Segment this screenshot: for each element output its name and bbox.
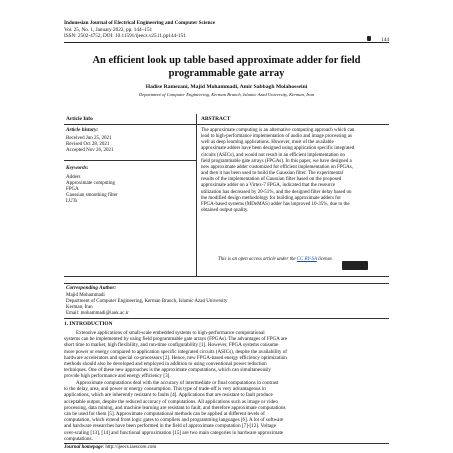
body-line: computations. <box>64 435 93 442</box>
keyword-item: FPGA <box>66 187 79 193</box>
corresponding-author-details <box>66 293 227 317</box>
body-line: more power or energy compared to application specific integrated circuits (ASICs), despite the availability of <box>64 348 287 355</box>
table-top-rule <box>64 124 389 125</box>
corresponding-location: Kerman, Iran <box>66 305 93 311</box>
keywords-heading: Keywords: <box>66 165 89 171</box>
homepage-label: Journal homepage <box>64 445 103 450</box>
license-statement: This is an open access article under the CC BY-SA license. <box>218 257 333 262</box>
license-link[interactable]: CC BY-SA <box>296 257 317 262</box>
header-divider <box>64 42 389 43</box>
keyword-item: Adders <box>66 175 81 180</box>
abstract-line: The approximate computing is an alternative computing approach which can <box>201 128 355 133</box>
corresponding-name: Majid Mohammadi <box>66 293 105 298</box>
body-line: acceptable output, despite the reduced accuracy of computations. All applications such as image or video <box>64 398 278 405</box>
issn-line: ISSN: 2502-4752, DOI: 10.11591/ijeecs.v25.i1.pp144-151 <box>64 33 186 40</box>
corresponding-bottom-rule <box>64 318 389 319</box>
author-list: Hadise Ramezani, Majid Mohammadi, Amir Sabbagh Molahosseini <box>145 84 308 90</box>
paper-title: An efficient look up table based approximate adder for field programmable gate array <box>92 55 361 79</box>
abstract-line: field programmable gate arrays (FPGAs). In this paper, we have designed a <box>201 158 352 164</box>
keywords-list <box>66 175 118 205</box>
page-number: 144 <box>381 37 389 43</box>
corresponding-top-rule <box>64 283 389 284</box>
body-line: systems can be implemented by using field programmable gate arrays (FPGAs). The advantages of FPGA are <box>64 336 288 343</box>
abstract-line: the modified design methodology for building approximate adders for <box>201 195 341 201</box>
abstract-line: lead to high-performance implementation of audio and image processing as <box>201 134 352 140</box>
article-history-list <box>66 136 114 154</box>
body-line: Extensive applications of small-scale embedded systems to high-performance computational <box>76 330 265 336</box>
body-line: provide high performance and energy efficiency [3]. <box>64 373 171 380</box>
abstract-line: circuits (ASICs), and would not result in an efficient implementation on <box>201 152 345 158</box>
section-heading-introduction: 1. INTRODUCTION <box>64 321 113 327</box>
journal-header <box>64 20 215 40</box>
abstract-line: obtained output quality. <box>201 208 249 214</box>
body-line: techniques. One of these new approaches is the approximate computations, which can simultaneously <box>64 367 272 374</box>
keyword-item: Approximate computing <box>66 181 116 187</box>
article-info-heading: Article Info <box>66 116 93 122</box>
abstract-line: new approximate adder customized for efficient implementation on FPGAs, <box>201 164 353 170</box>
open-access-lock-icon <box>367 36 371 41</box>
intro-paragraph-2 <box>64 380 389 442</box>
abstract-line: FPGA-based systems (MDeMAS) adder has improved 10-35%, due to the <box>201 201 350 207</box>
body-line: over-scaling [13], [14] and functional approximation [15] are two main categories in hardware approximate <box>64 429 284 436</box>
abstract-line: and then it has been used to build the Gaussian filter. The experimental <box>201 171 343 177</box>
body-line: processing, data mining, and machine learning are resistant to fault, and therefore approximate computations <box>64 404 286 411</box>
table-bottom-rule <box>64 276 389 277</box>
body-line: applications, which are inherently resistant to faults [4]. Applications that are resistant to fault produce <box>64 392 273 399</box>
body-line: to the delay, area, and power or energy consumption. This type of trade-off is very advantageous in <box>64 386 266 393</box>
history-received: Received Jun 25, 2021 <box>66 136 112 141</box>
corresponding-email[interactable]: Email: mohammadi@iauk.ac.ir <box>66 311 129 317</box>
body-line: hardware accelerators and special co-processors [2]. Hence, new FPGA-based energy efficiency optimization <box>64 354 287 361</box>
abstract-line: approximate adder on a Virtex-7 FPGA, indicated that the resource <box>201 183 336 189</box>
body-line: can be used for them [5]. Approximate computational methods can be applied at different levels of <box>64 411 265 418</box>
abstract-text <box>201 128 389 214</box>
abstract-line: results of the implementation of Gaussian filter based on the proposed <box>201 177 342 183</box>
body-line: Approximate computations deal with the accuracy of intermediate or final computations in contrast <box>76 380 279 386</box>
corresponding-author-heading: Corresponding Author: <box>66 285 117 291</box>
cc-by-sa-badge-icon <box>342 261 368 270</box>
keyword-item: Gaussian smoothing filter <box>66 193 118 199</box>
history-revised: Revised Oct 28, 2021 <box>66 142 110 148</box>
abstract-line: approximate adders have been designed using application specific integrated <box>201 146 355 152</box>
intro-paragraph-1 <box>64 330 389 380</box>
page-footer <box>64 445 156 450</box>
footer-divider <box>64 443 389 444</box>
info-section-rule <box>64 160 196 161</box>
corresponding-department: Department of Computer Engineering, Kerman Branch, Islamic Azad University <box>66 299 228 305</box>
abstract-heading: ABSTRACT <box>201 116 231 122</box>
homepage-url[interactable]: : http://ijeecs.iaescore.com <box>102 445 157 450</box>
keyword-item: LUTs <box>66 199 78 205</box>
body-line: methods should also be developed and employed in addition to using conventional power reduction <box>64 361 267 368</box>
body-line: computation, which extend from logic gates to compilers and programming languages [6]. A lot of software <box>64 417 284 424</box>
table-column-divider <box>196 114 197 276</box>
history-accepted: Accepted Nov 26, 2021 <box>66 148 114 154</box>
abstract-line: utilization has decreased by 20-51%, and the designed filter delay based on <box>201 189 352 195</box>
abstract-line: well as deep learning applications. However, most of the available <box>201 140 334 146</box>
journal-name: Indonesian Journal of Electrical Engineering and Computer Science <box>64 20 216 26</box>
body-line: short time to market, high flexibility, and run-time configurability [1]. However, FPGA systems consume <box>64 342 279 349</box>
article-history-heading: Article history: <box>66 127 99 133</box>
author-affiliation: Department of Computer Engineering, Kerman Branch, Islamic Azad University, Kerman, Iran <box>138 92 315 97</box>
volume-line: Vol. 25, No. 1, January 2022, pp. 144~151 <box>64 26 153 33</box>
body-line: and hardware researches have been performed in the field of approximate computation [7]-[12]. Voltage <box>64 423 276 430</box>
